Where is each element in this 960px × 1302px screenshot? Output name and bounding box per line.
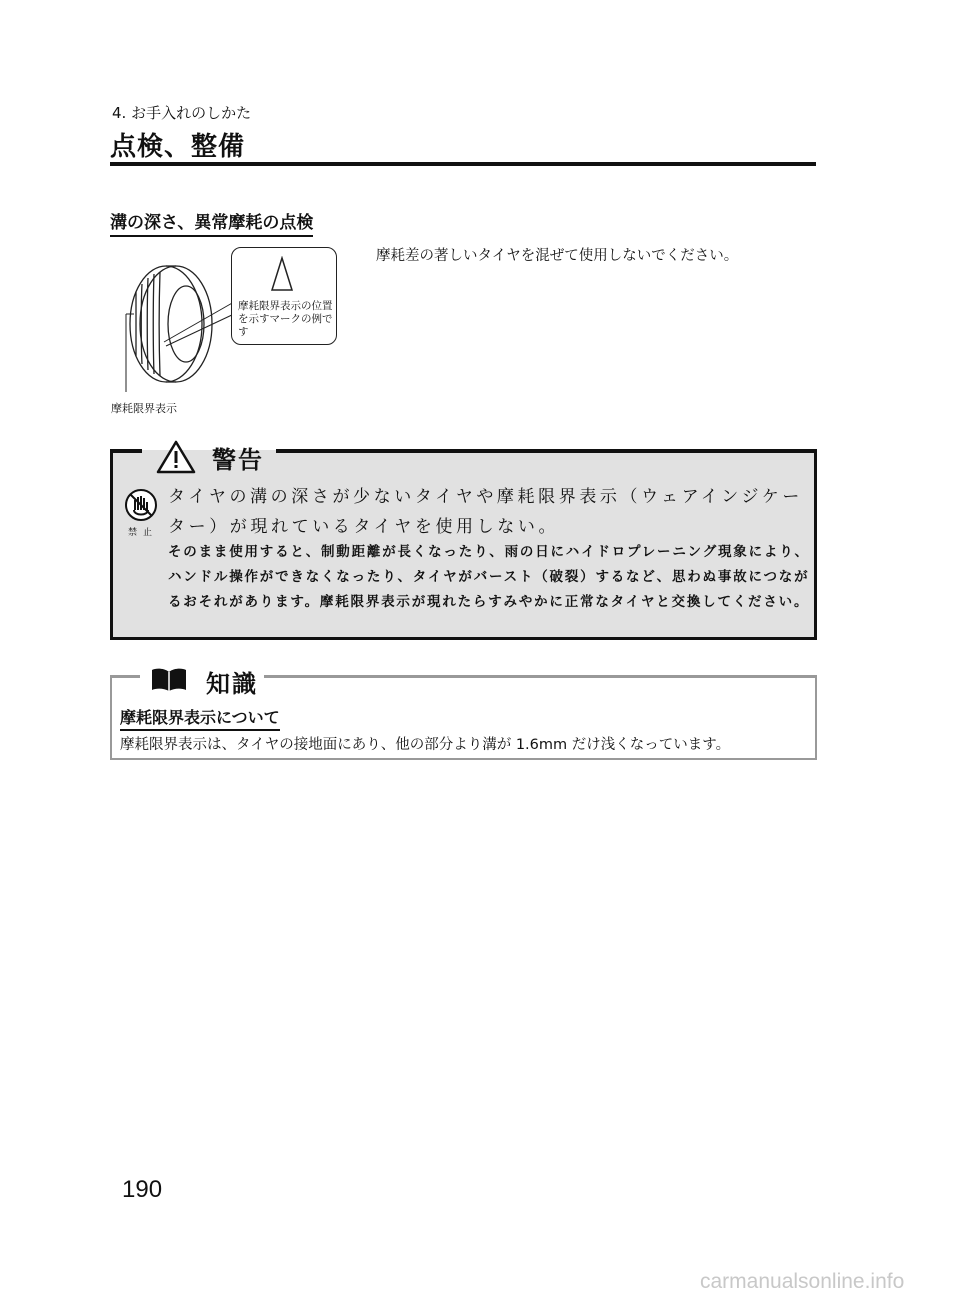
intro-text: 摩耗差の著しいタイヤを混ぜて使用しないでください。 <box>376 248 739 264</box>
warning-triangle-icon <box>156 440 196 474</box>
prohibit-caption: 禁止 <box>128 528 159 538</box>
figure-caption: 摩耗限界表示 <box>111 402 177 415</box>
knowledge-rule-left <box>110 675 140 678</box>
prohibition-hand-icon <box>124 488 158 522</box>
book-icon <box>150 666 188 692</box>
page-title: 点検、整備 <box>110 132 246 162</box>
watermark: carmanualsonline.info <box>700 1270 905 1293</box>
knowledge-heading: 摩耗限界表示について <box>120 705 280 731</box>
warning-lead-text: タイヤの溝の深さが少ないタイヤや摩耗限界表示（ウェアインジケーター）が現れているタイヤを使用しない。 <box>168 487 803 537</box>
knowledge-rule-right <box>264 675 817 678</box>
breadcrumb: 4. お手入れのしかた <box>112 104 252 122</box>
callout-text: 摩耗限界表示の位置を示すマークの例です <box>238 300 333 338</box>
warning-rule-right <box>276 449 817 453</box>
page-number: 190 <box>122 1176 163 1203</box>
wear-mark-icon <box>270 256 294 292</box>
warning-label: 警告 <box>212 446 264 474</box>
knowledge-text: 摩耗限界表示は、タイヤの接地面にあり、他の部分より溝が 1.6mm だけ浅くなっています。 <box>120 737 731 753</box>
warning-rule-left <box>110 449 142 453</box>
title-rule <box>110 162 816 166</box>
warning-body-text: そのまま使用すると、制動距離が長くなったり、雨の日にハイドロプレーニング現象により、ハンドル操作ができなくなったり、タイヤがバースト（破裂）するなど、思わぬ事故につながるおそれがあります。摩耗限界表示が現れたらすみやかに正常なタイヤと交換してください。 <box>168 544 810 610</box>
section-heading: 溝の深さ、異常摩耗の点検 <box>110 208 313 237</box>
knowledge-label: 知識 <box>206 670 258 698</box>
